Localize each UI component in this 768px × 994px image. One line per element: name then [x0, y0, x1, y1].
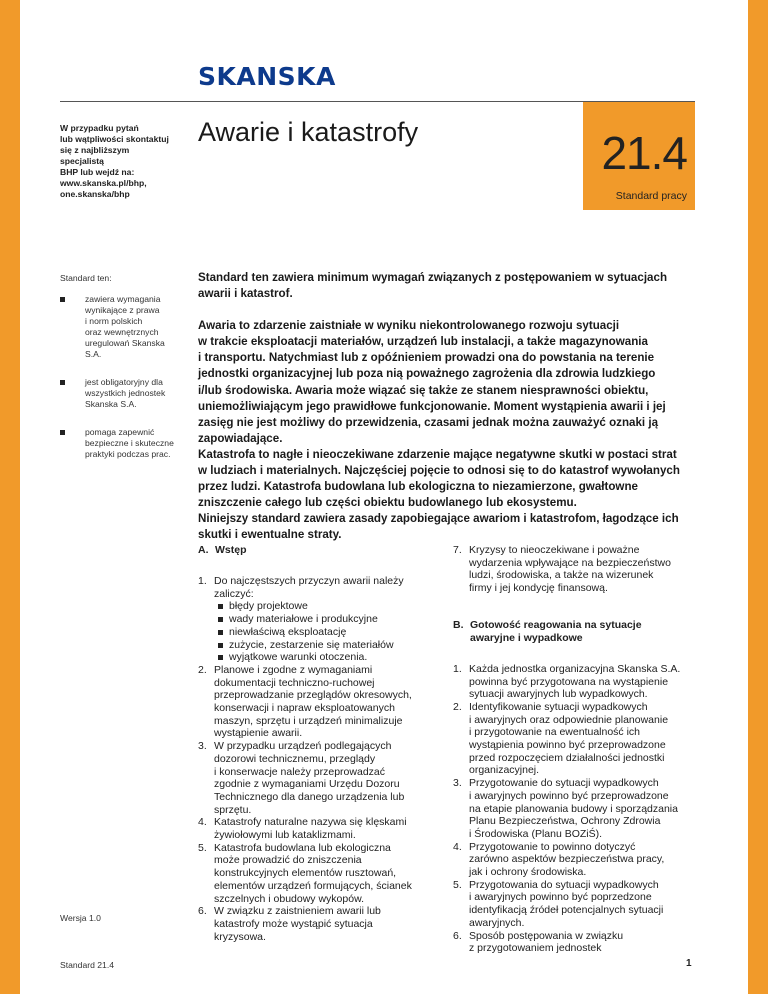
bullet-item: wyjątkowe warunki otoczenia.	[214, 651, 430, 664]
version-label: Wersja 1.0	[60, 913, 101, 923]
standard-label: Standard pracy	[615, 190, 687, 202]
list-item: 4. Katastrofy naturalne nazywa się klęskami żywiołowymi lub kataklizmami.	[198, 816, 407, 842]
section-b-list	[453, 663, 685, 955]
skanska-logo: SKANSKA	[198, 62, 336, 91]
standard-badge	[583, 102, 695, 210]
footer-standard-label: Standard 21.4	[60, 960, 114, 970]
page-title: Awarie i katastrofy	[198, 117, 419, 147]
page-number: 1	[686, 958, 692, 969]
section-a-heading: A. Wstęp	[198, 544, 247, 556]
bullet-item: niewłaściwą eksploatację	[214, 626, 430, 639]
bullet-item: błędy projektowe	[214, 600, 430, 613]
section-b-column	[453, 544, 685, 955]
intro-paragraph: Standard ten zawiera minimum wymagań związanych z postępowaniem w sytuacjach awarii i katastrof.	[198, 271, 668, 301]
right-accent-band	[748, 0, 768, 994]
intro-text	[198, 270, 688, 544]
standard-summary-item: jest obligatoryjny dla wszystkich jednostek Skanska S.A.	[60, 377, 180, 410]
help-line: się z najbliższym specjalistą	[60, 145, 130, 166]
help-link[interactable]: www.skanska.pl/bhp,	[60, 178, 147, 188]
list-item: 5. Przygotowania do sytuacji wypadkowych i awaryjnych powinno być poprzedzone identyfikacją źródeł potencjalnych sytuacji awaryjnych.	[453, 878, 664, 929]
section-b-heading: B. Gotowość reagowania na sytuacje awaryjne i wypadkowe	[453, 618, 642, 644]
list-item: 4. Przygotowanie to powinno dotyczyć zarówno aspektów bezpieczeństwa pracy, jak i ochrony środowiska.	[453, 840, 665, 879]
help-line: W przypadku pytań	[60, 123, 139, 133]
list-item: 1. Do najczęstszych przyczyn awarii należy zaliczyć: błędy projektowe wady materiałowe i produkcyjne niewłaściwą eksploatację zużycie, zestarzenie się materiałów wyjątkowe warunki otoczenia.	[198, 575, 430, 664]
list-item: 5. Katastrofa budowlana lub ekologiczna może prowadzić do zniszczenia konstrukcyjnych elementów rusztowań, elementów urządzeń formujących, ścianek szczelnych i obudowy wykopów.	[198, 841, 412, 905]
list-item: 6. Sposób postępowania w związku z przygotowaniem jednostek	[453, 929, 624, 955]
list-item: 7. Kryzysy to nieoczekiwane i poważne wydarzenia wpływające na bezpieczeństwo ludzi, środowiska, a także na wizerunek firmy i jej kondycję finansową.	[453, 544, 671, 595]
intro-paragraph: Awaria to zdarzenie zaistniałe w wyniku niekontrolowanego rozwoju sytuacji w trakcie eksploatacji materiałów, urządzeń lub instalacji, a także magazynowania i transportu. Natychmiast lub z opóźnieniem prowadzi ona do powstania na terenie jednostki organizacyjnej lub poza nią poważnego zagrożenia dla zdrowia ludzkiego i/lub środowiska. Awaria może wiązać się także ze stanem niesprawności obiektu, uniemożliwiającym jego prawidłowe funkcjonowanie. Moment wystąpienia awarii i jej zasięg nie jest możliwy do przewidzenia, czasami jednak można zauważyć oznaki ją zapowiadające. Katastrofa to nagłe i nieoczekiwane zdarzenie mające negatywne skutki w postaci strat w ludziach i materialnych. Najczęściej pojęcie to odnosi się to do katastrof wywołanych przez ludzi. Katastrofa budowlana lub ekologiczna to niezamierzone, gwałtowne zniszczenie całego lub części obiektu budowlanego lub ekosystemu. Niniejszy standard zawiera zasady zapobiegające awariom i katastrofom, łagodzące ich skutki i ewentualne straty.	[198, 319, 680, 542]
bullet-item: zużycie, zestarzenie się materiałów	[214, 639, 430, 652]
section-a-list	[198, 575, 430, 943]
standard-summary	[60, 273, 180, 477]
list-item: 1. Każda jednostka organizacyjna Skanska S.A. powinna być przygotowana na wystąpienie sytuacji awaryjnych lub wypadkowych.	[453, 662, 681, 701]
section-a	[198, 544, 430, 943]
list-item: 6. W związku z zaistnieniem awarii lub katastrofy może wystąpić sytuacja kryzysowa.	[198, 905, 381, 943]
standard-summary-item: zawiera wymagania wynikające z prawa i norm polskich oraz wewnętrznych uregulowań Skanska S.A.	[60, 294, 180, 360]
left-accent-band	[0, 0, 20, 994]
list-item: 3. Przygotowanie do sytuacji wypadkowych i awaryjnych powinno być przeprowadzone na etapie planowania budowy i sporządzania Planu Bezpieczeństwa, Ochrony Zdrowia i Środowiska (Planu BOZiŚ).	[453, 777, 678, 840]
standard-number: 21.4	[601, 127, 687, 179]
list-item: 2. Identyfikowanie sytuacji wypadkowych i awaryjnych oraz odpowiednie planowanie i przygotowanie na ewentualność ich wystąpienia powinno być przeprowadzone przed rozpoczęciem działalności jednostki organizacyjnej.	[453, 700, 669, 777]
help-line: lub wątpliwości skontaktuj	[60, 134, 169, 144]
list-item: 2. Planowe i zgodne z wymaganiami dokumentacji techniczno-ruchowej przeprowadzanie przeglądów okresowych, konserwacji i napraw eksploatowanych maszyn, sprzętu i urządzeń minimalizuje wystąpienie awarii.	[198, 663, 412, 740]
contact-help-note	[60, 123, 170, 200]
list-item: 3. W przypadku urządzeń podlegających dozorowi technicznemu, przeglądy i konserwacje należy przeprowadzać zgodnie z wymaganiami Urzędu Dozoru Technicznego dla danego urządzenia lub sprzętu.	[198, 740, 405, 816]
section-a-continued-list	[453, 544, 685, 595]
standard-summary-item: pomaga zapewnić bezpieczne i skuteczne praktyki podczas prac.	[60, 427, 180, 460]
standard-summary-heading: Standard ten:	[60, 273, 112, 283]
bullet-item: wady materiałowe i produkcyjne	[214, 613, 430, 626]
help-line: BHP lub wejdź na:	[60, 167, 135, 177]
help-link[interactable]: one.skanska/bhp	[60, 189, 130, 199]
